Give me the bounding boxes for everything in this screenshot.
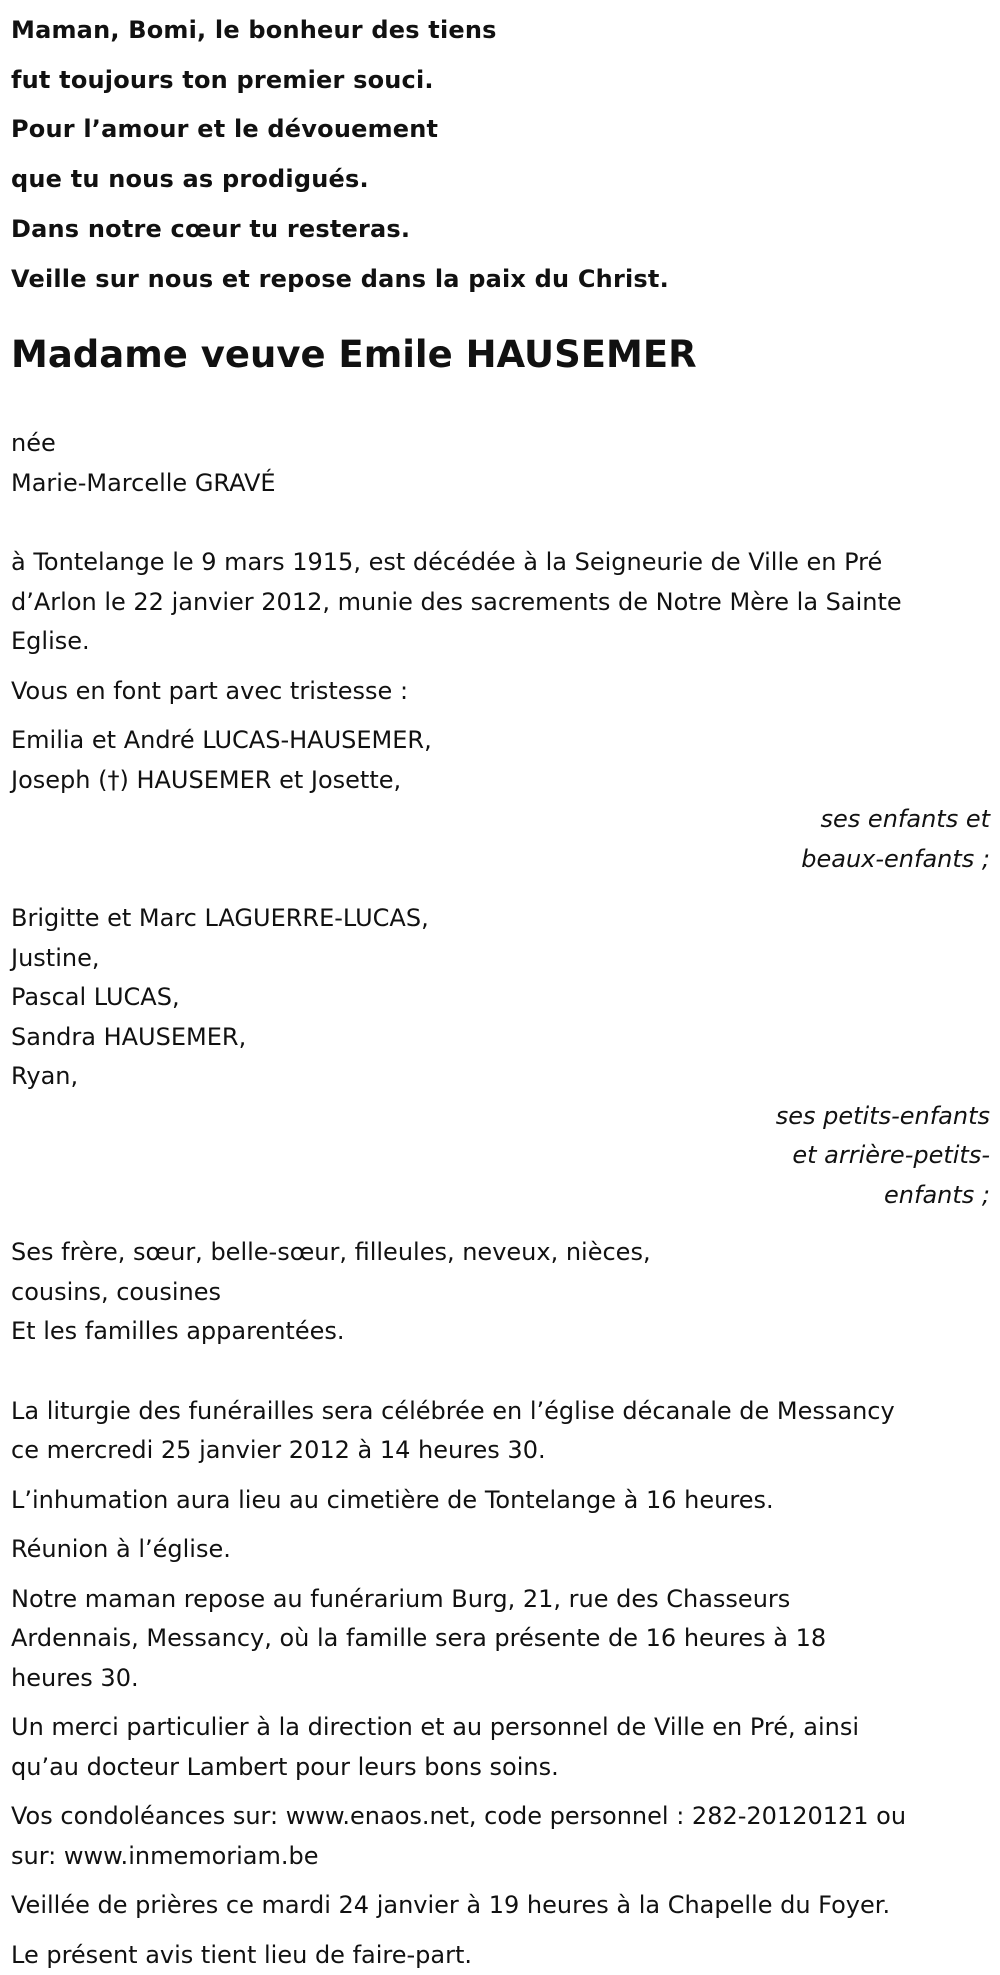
poem-line: fut toujours ton premier souci. bbox=[11, 65, 434, 94]
grandchild-entry: Pascal LUCAS, bbox=[11, 983, 180, 1012]
poem bbox=[11, 6, 990, 304]
rest-line: heures 30. bbox=[11, 1663, 139, 1692]
thanks-line: Un merci particulier à la direction et au personnel de Ville en Pré, ainsi bbox=[11, 1713, 860, 1742]
relatives-line: Ses frère, sœur, belle-sœur, filleules, neveux, nièces, bbox=[11, 1238, 651, 1267]
role-line: beaux-enfants ; bbox=[801, 844, 990, 873]
poem-line: Dans notre cœur tu resteras. bbox=[11, 214, 411, 243]
maiden-name: Marie-Marcelle GRAVÉ bbox=[11, 468, 276, 497]
funeral-details bbox=[11, 1392, 990, 1975]
meeting-line: Réunion à l’église. bbox=[11, 1535, 231, 1564]
thanks-info bbox=[11, 1708, 990, 1787]
child-entry: Emilia et André LUCAS-HAUSEMER, bbox=[11, 726, 432, 755]
relatives-line: cousins, cousines bbox=[11, 1277, 221, 1306]
children-list bbox=[11, 721, 990, 800]
rest-info bbox=[11, 1580, 990, 1699]
role-line: ses petits-enfants bbox=[775, 1101, 990, 1130]
death-notice-line: d’Arlon le 22 janvier 2012, munie des sacrements de Notre Mère la Sainte bbox=[11, 587, 902, 616]
rest-line: Ardennais, Messancy, où la famille sera présente de 16 heures à 18 bbox=[11, 1624, 827, 1653]
poem-line: Pour l’amour et le dévouement bbox=[11, 115, 439, 144]
birth-name-block bbox=[11, 424, 990, 503]
role-line: ses enfants et bbox=[820, 805, 990, 834]
funeral-line: La liturgie des funérailles sera célébrée en l’église décanale de Messancy bbox=[11, 1396, 895, 1425]
burial-info bbox=[11, 1481, 990, 1521]
closing-line: Le présent avis tient lieu de faire-part. bbox=[11, 1940, 473, 1969]
poem-line: Maman, Bomi, le bonheur des tiens bbox=[11, 16, 497, 44]
condolences-info bbox=[11, 1797, 990, 1876]
vigil-info bbox=[11, 1886, 990, 1926]
role-line: et arrière-petits- bbox=[792, 1141, 990, 1170]
thanks-line: qu’au docteur Lambert pour leurs bons soins. bbox=[11, 1752, 559, 1781]
child-entry: Joseph (†) HAUSEMER et Josette, bbox=[11, 765, 402, 794]
grandchild-entry: Ryan, bbox=[11, 1062, 79, 1091]
meeting-info bbox=[11, 1530, 990, 1570]
funeral-liturgy bbox=[11, 1392, 990, 1471]
nee-label: née bbox=[11, 429, 56, 458]
announce-line: Vous en font part avec tristesse : bbox=[11, 676, 409, 705]
children-role bbox=[11, 800, 990, 879]
rest-line: Notre maman repose au funérarium Burg, 21, rue des Chasseurs bbox=[11, 1584, 791, 1613]
closing-note bbox=[11, 1936, 990, 1975]
poem-line: que tu nous as prodigués. bbox=[11, 165, 369, 194]
relatives-list bbox=[11, 1233, 990, 1352]
condolences-line: sur: www.inmemoriam.be bbox=[11, 1841, 319, 1870]
burial-line: L’inhumation aura lieu au cimetière de Tontelange à 16 heures. bbox=[11, 1485, 774, 1514]
condolences-line: Vos condoléances sur: www.enaos.net, code personnel : 282-20120121 ou bbox=[11, 1802, 907, 1831]
role-line: enfants ; bbox=[884, 1180, 990, 1209]
death-notice bbox=[11, 543, 990, 662]
announce-text bbox=[11, 672, 990, 712]
grandchildren-role bbox=[11, 1097, 990, 1216]
vigil-line: Veillée de prières ce mardi 24 janvier à 19 heures à la Chapelle du Foyer. bbox=[11, 1891, 891, 1920]
grandchild-entry: Sandra HAUSEMER, bbox=[11, 1022, 247, 1051]
relatives-line: Et les familles apparentées. bbox=[11, 1317, 345, 1346]
grandchild-entry: Brigitte et Marc LAGUERRE-LUCAS, bbox=[11, 904, 429, 933]
death-notice-line: à Tontelange le 9 mars 1915, est décédée à la Seigneurie de Ville en Pré bbox=[11, 548, 883, 577]
grandchildren-list bbox=[11, 899, 990, 1097]
death-notice-line: Eglise. bbox=[11, 627, 90, 656]
funeral-line: ce mercredi 25 janvier 2012 à 14 heures 30. bbox=[11, 1436, 546, 1465]
deceased-name: Madame veuve Emile HAUSEMER bbox=[11, 333, 697, 377]
grandchild-entry: Justine, bbox=[11, 943, 100, 972]
poem-line: Veille sur nous et repose dans la paix du Christ. bbox=[11, 264, 669, 293]
